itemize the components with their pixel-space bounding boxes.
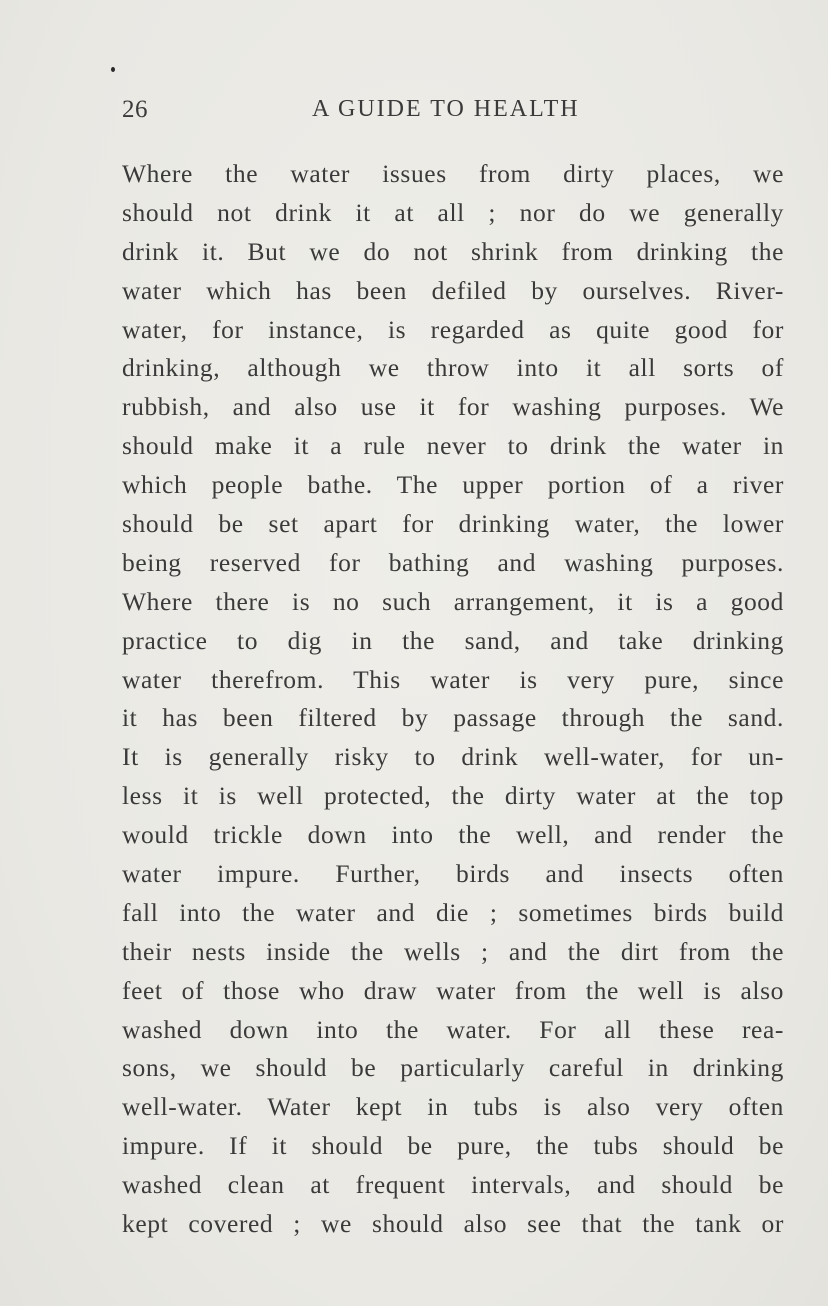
text-line: should make it a rule never to drink the water in — [122, 431, 784, 461]
text-line: washed clean at frequent intervals, and should be — [122, 1170, 784, 1200]
text-line: drink it. But we do not shrink from drinking the — [122, 236, 784, 266]
text-line: less it is well protected, the dirty water at the top — [122, 781, 784, 811]
text-line: rubbish, and also use it for washing purposes. We — [122, 392, 784, 422]
text-line: should be set apart for drinking water, the lower — [122, 509, 784, 539]
text-line: drinking, although we throw into it all sorts of — [122, 353, 784, 383]
ink-speck — [111, 67, 115, 72]
text-line: washed down into the water. For all these rea- — [122, 1014, 784, 1044]
text-line: kept covered ; we should also see that the tank or — [122, 1209, 784, 1239]
text-line: should not drink it at all ; nor do we generally — [122, 197, 784, 227]
text-line: well-water. Water kept in tubs is also very often — [122, 1092, 784, 1122]
text-line: which people bathe. The upper portion of a river — [122, 470, 784, 500]
text-line: it has been filtered by passage through the sand. — [122, 703, 784, 733]
running-title: A GUIDE TO HEALTH — [312, 96, 580, 122]
text-line: would trickle down into the well, and render the — [122, 820, 784, 850]
text-line: their nests inside the wells ; and the dirt from the — [122, 936, 784, 966]
text-line: water which has been defiled by ourselves. River- — [122, 275, 784, 305]
text-line: fall into the water and die ; sometimes birds build — [122, 897, 784, 927]
text-line: feet of those who draw water from the well is also — [122, 975, 784, 1005]
text-line: It is generally risky to drink well-water, for un- — [122, 742, 784, 772]
running-head — [122, 96, 784, 130]
text-line: Where the water issues from dirty places, we — [122, 159, 784, 188]
body-text — [122, 155, 784, 1244]
text-line: water therefrom. This water is very pure, since — [122, 664, 784, 694]
text-line: practice to dig in the sand, and take drinking — [122, 625, 784, 655]
text-line: impure. If it should be pure, the tubs should be — [122, 1131, 784, 1161]
text-line: water, for instance, is regarded as quite good for — [122, 314, 784, 344]
text-line: water impure. Further, birds and insects often — [122, 859, 784, 889]
text-line: being reserved for bathing and washing purposes. — [122, 547, 784, 577]
text-line: sons, we should be particularly careful in drinking — [122, 1053, 784, 1083]
page-number: 26 — [122, 96, 148, 123]
text-line: Where there is no such arrangement, it is a good — [122, 586, 784, 616]
